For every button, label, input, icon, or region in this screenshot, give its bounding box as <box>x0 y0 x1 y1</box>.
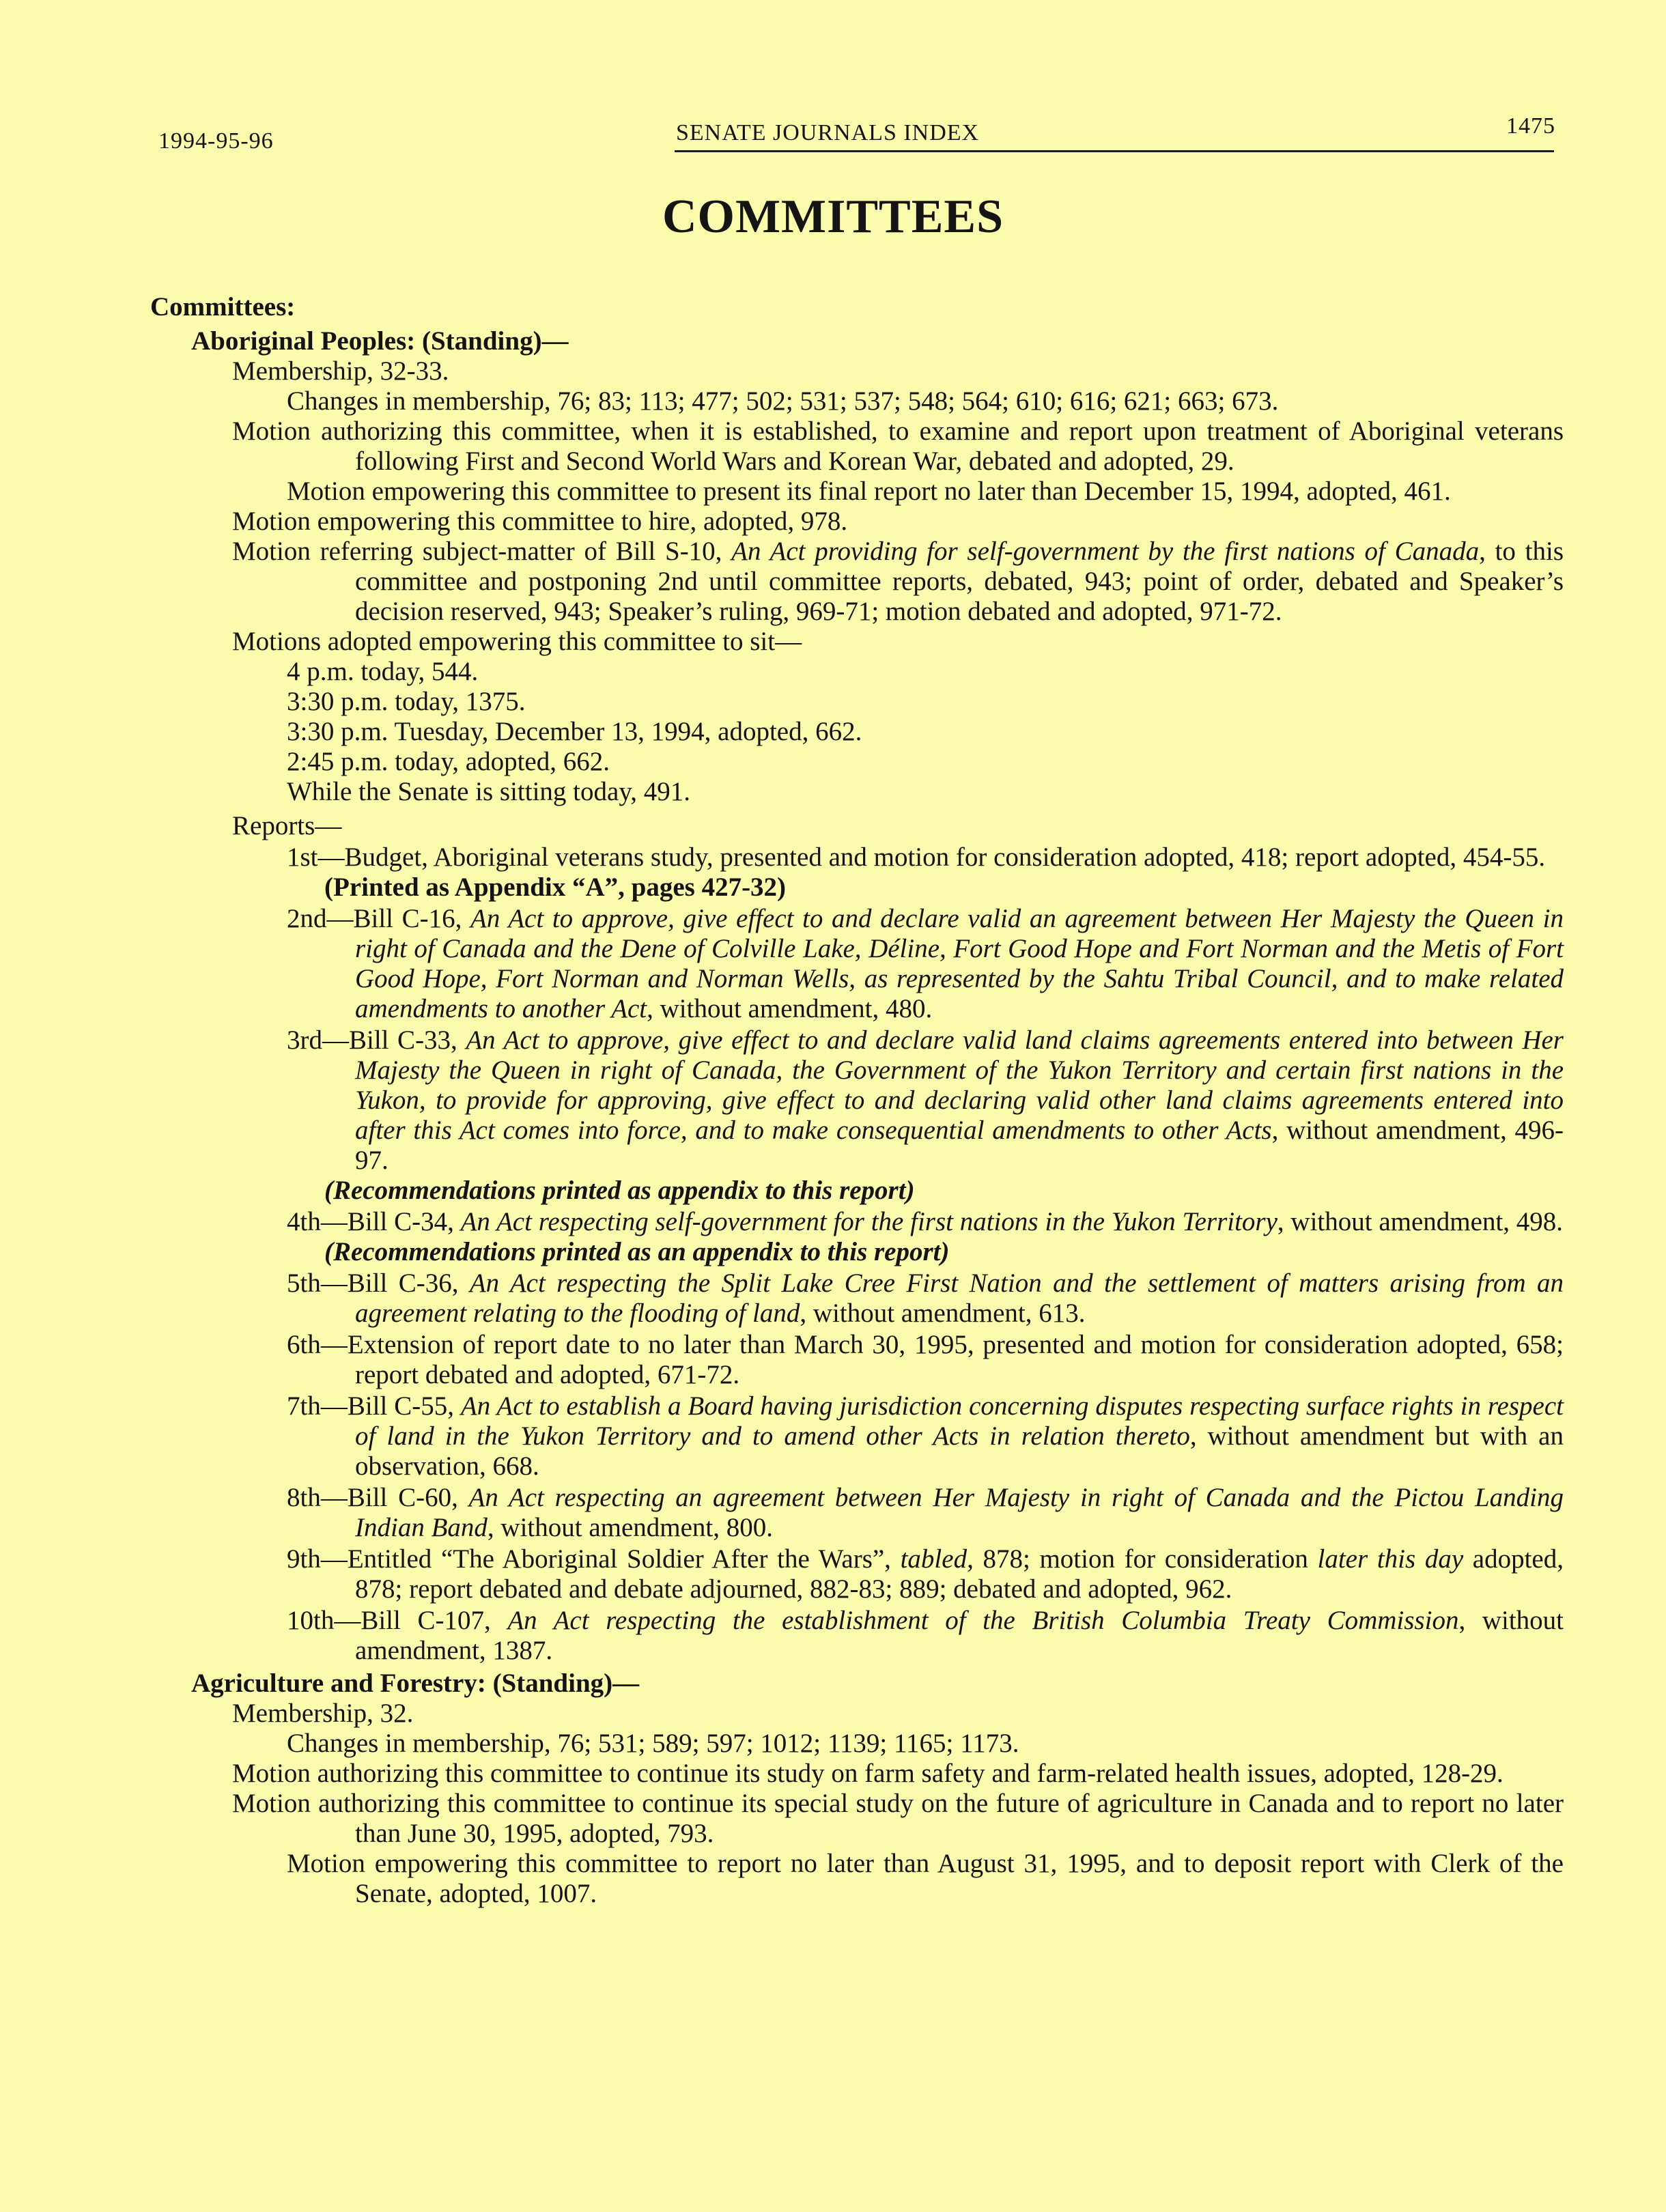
subject-heading-agriculture: Agriculture and Forestry: (Standing)— <box>191 1669 640 1698</box>
entry-text: , without amendment but with an observation, 668. <box>355 1421 1564 1481</box>
entry-text: , without amendment, 800. <box>487 1513 774 1542</box>
report-4-entry <box>150 1207 1564 1237</box>
page-title: COMMITTEES <box>662 190 1004 243</box>
header-rule <box>675 150 1554 152</box>
entry-text: 8th—Bill C-60, <box>287 1483 469 1512</box>
sit-time-entry: 2:45 p.m. today, adopted, 662. <box>287 747 610 776</box>
membership-changes-entry: Changes in membership, 76; 531; 589; 597; 1012; 1139; 1165; 1173. <box>287 1729 1019 1758</box>
motion-report-clerk-entry: Motion empowering this committee to report no later than August 31, 1995, and to deposit report with Clerk of the Senate, adopted, 1007. <box>287 1849 1564 1908</box>
motion-bill-s10-entry <box>150 537 1564 627</box>
report-6-entry: 6th—Extension of report date to no later than March 30, 1995, presented and motion for consideration adopted, 658; report debated and adopted, 671-72. <box>287 1330 1564 1389</box>
page-number: 1475 <box>1506 113 1555 139</box>
header-title: SENATE JOURNALS INDEX <box>676 120 980 145</box>
entry-text: Motion referring subject-matter of Bill S-10, <box>232 537 732 566</box>
motions-sit-entry: Motions adopted empowering this committee to sit— <box>232 627 802 656</box>
membership-entry: Membership, 32. <box>232 1699 414 1728</box>
sit-time-entry: 3:30 p.m. today, 1375. <box>287 687 526 716</box>
bill-title: An Act to approve, give effect to and declare valid land claims agreements entered into between Her Majesty the Queen in right of Canada, the Government of the Yukon Territory and certain first nations in the Yukon, to provide for approving, give effect to and declaring valid other land claims agreements entered into after this Act comes into force, and to make consequential amendments to other Acts <box>355 1025 1564 1145</box>
entry-text: , 878; motion for consideration <box>967 1544 1318 1574</box>
entry-text: , without amendment, 1387. <box>355 1606 1564 1665</box>
sit-time-entry: 3:30 p.m. Tuesday, December 13, 1994, adopted, 662. <box>287 717 862 746</box>
italic-term: later this day <box>1317 1544 1464 1574</box>
bill-title: An Act to approve, give effect to and declare valid an agreement between Her Majesty the Queen in right of Canada and the Dene of Colville Lake, Déline, Fort Good Hope and Fort Norman and the Metis of Fort Good Hope, Fort Norman and Norman Wells, as represented by the Sahtu Tribal Council, and to make related amendments to another Act <box>355 904 1564 1023</box>
report-9-entry <box>150 1544 1564 1604</box>
report-5-entry <box>150 1268 1564 1329</box>
report-8-entry <box>150 1483 1564 1543</box>
report-3-note: (Recommendations printed as appendix to this report) <box>324 1176 915 1205</box>
reports-label: Reports— <box>232 811 342 840</box>
report-4-note: (Recommendations printed as an appendix to this report) <box>324 1237 950 1266</box>
motion-final-report-entry: Motion empowering this committee to present its final report no later than December 15, 1994, adopted, 461. <box>287 477 1451 506</box>
entry-text: 3rd—Bill C-33, <box>287 1025 466 1055</box>
entry-text: , without amendment, 613. <box>800 1299 1086 1328</box>
subject-heading-aboriginal: Aboriginal Peoples: (Standing)— <box>191 326 569 356</box>
sit-time-entry: 4 p.m. today, 544. <box>287 657 479 686</box>
entry-text: 4th—Bill C-34, <box>287 1207 461 1236</box>
membership-changes-entry: Changes in membership, 76; 83; 113; 477; 502; 531; 537; 548; 564; 610; 616; 621; 663; 673. <box>287 386 1279 416</box>
motion-veterans-entry: Motion authorizing this committee, when it is established, to examine and report upon treatment of Aboriginal veterans following First and Second World Wars and Korean War, debated and adopted, 29. <box>232 416 1564 476</box>
entry-text: , without amendment, 496-97. <box>355 1116 1564 1175</box>
entry-text: adopted, 878; report debated and debate adjourned, 882-83; 889; debated and adopted, 962. <box>355 1544 1564 1604</box>
bill-title: An Act respecting an agreement between Her Majesty in right of Canada and the Pictou Landing Indian Band <box>355 1483 1564 1542</box>
motion-future-agriculture-entry: Motion authorizing this committee to continue its special study on the future of agriculture in Canada and to report no later than June 30, 1995, adopted, 793. <box>232 1789 1564 1848</box>
entry-text: , to this committee and postponing 2nd until committee reports, debated, 943; point of order, debated and Speaker’s decision reserved, 943; Speaker’s ruling, 969-71; motion debated and adopted, 971-72. <box>355 537 1564 626</box>
report-3-entry <box>150 1025 1564 1176</box>
report-10-entry <box>150 1606 1564 1666</box>
motion-farm-safety-entry: Motion authorizing this committee to continue its study on farm safety and farm-related health issues, adopted, 128-29. <box>232 1759 1503 1788</box>
entry-text: 2nd—Bill C-16, <box>287 904 470 933</box>
motion-hire-entry: Motion empowering this committee to hire, adopted, 978. <box>232 507 848 536</box>
bill-title: An Act to establish a Board having jurisdiction concerning disputes respecting surface rights in respect of land in the Yukon Territory and to amend other Acts in relation thereto <box>355 1391 1564 1451</box>
report-1-entry: 1st—Budget, Aboriginal veterans study, presented and motion for consideration adopted, 418; report adopted, 454-55. <box>287 842 1546 872</box>
index-heading-committees: Committees: <box>150 292 296 322</box>
bill-title: An Act providing for self-government by the first nations of Canada <box>731 537 1480 566</box>
entry-text: , without amendment, 498. <box>1277 1207 1564 1236</box>
entry-text: 9th—Entitled “The Aboriginal Soldier After the Wars”, <box>287 1544 901 1574</box>
entry-text: 5th—Bill C-36, <box>287 1268 470 1298</box>
sit-time-entry: While the Senate is sitting today, 491. <box>287 777 691 806</box>
membership-entry: Membership, 32-33. <box>232 356 449 386</box>
bill-title: An Act respecting the establishment of the British Columbia Treaty Commission <box>507 1606 1459 1635</box>
italic-term: tabled <box>900 1544 968 1574</box>
bill-title: An Act respecting self-government for the first nations in the Yukon Territory <box>460 1207 1277 1236</box>
entry-text: 7th—Bill C-55, <box>287 1391 461 1421</box>
report-2-entry <box>150 904 1564 1024</box>
index-body <box>150 292 1564 1909</box>
header-years: 1994-95-96 <box>158 128 274 154</box>
bill-title: An Act respecting the Split Lake Cree First Nation and the settlement of matters arising from an agreement relating to the flooding of land <box>355 1268 1564 1328</box>
report-1-note: (Printed as Appendix “A”, pages 427-32) <box>324 873 787 902</box>
report-7-entry <box>150 1391 1564 1481</box>
entry-text: , without amendment, 480. <box>647 994 933 1023</box>
entry-text: 10th—Bill C-107, <box>287 1606 508 1635</box>
